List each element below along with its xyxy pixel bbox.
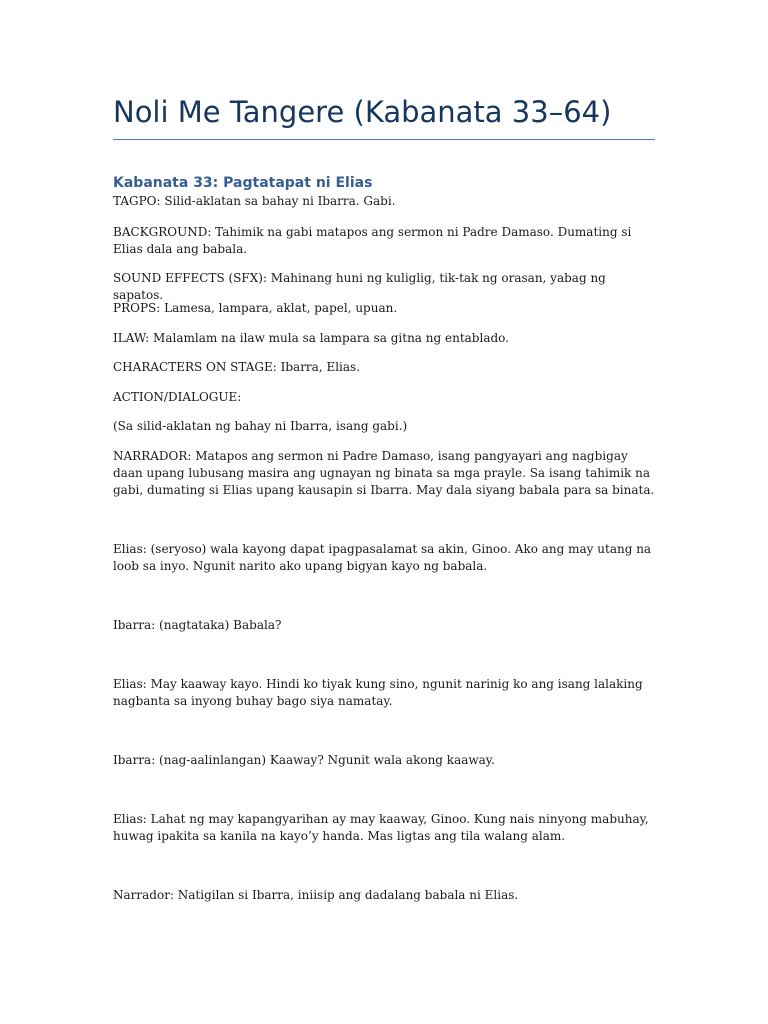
sound-effects-note: SOUND EFFECTS (SFX): Mahinang huni ng kuliglig, tik-tak ng orasan, yabag ng sapatos. bbox=[113, 271, 606, 302]
dialogue-line: Elias: May kaaway kayo. Hindi ko tiyak kung sino, ngunit narinig ko ang isang lalaking nagbanta sa inyong buhay bago siya namatay. bbox=[113, 677, 643, 708]
stage-direction: (Sa silid-aklatan ng bahay ni Ibarra, isang gabi.) bbox=[113, 419, 408, 433]
action-dialogue-label: ACTION/DIALOGUE: bbox=[113, 390, 242, 404]
dialogue-line: Ibarra: (nagtataka) Babala? bbox=[113, 618, 282, 632]
dialogue-line: Ibarra: (nag-aalinlangan) Kaaway? Ngunit wala akong kaaway. bbox=[113, 753, 495, 767]
dialogue-line: Elias: (seryoso) wala kayong dapat ipagpasalamat sa akin, Ginoo. Ako ang may utang na loob sa inyo. Ngunit narito ako upang bigyan kayo ng babala. bbox=[113, 542, 652, 573]
title-underline bbox=[113, 139, 655, 140]
props-note: PROPS: Lamesa, lampara, aklat, papel, upuan. bbox=[113, 301, 398, 315]
dialogue-line: Elias: Lahat ng may kapangyarihan ay may kaaway, Ginoo. Kung nais ninyong mabuhay, huwag ipakita sa kanila na kayo’y handa. Mas ligtas ang tila walang alam. bbox=[113, 812, 649, 843]
background-note: BACKGROUND: Tahimik na gabi matapos ang sermon ni Padre Damaso. Dumating si Elias dala ang babala. bbox=[113, 225, 632, 256]
scene-setting: TAGPO: Silid-aklatan sa bahay ni Ibarra. Gabi. bbox=[113, 194, 396, 208]
characters-note: CHARACTERS ON STAGE: Ibarra, Elias. bbox=[113, 360, 361, 374]
narrator-line: NARRADOR: Matapos ang sermon ni Padre Damaso, isang pangyayari ang nagbigay daan upang lubusang masira ang ugnayan ng binata sa mga prayle. Sa isang tahimik na gabi, dumating si Elias upang kausapin si Ibarra. May dala siyang babala para sa binata. bbox=[113, 449, 655, 497]
document-title: Noli Me Tangere (Kabanata 33–64) bbox=[113, 95, 612, 129]
lighting-note: ILAW: Malamlam na ilaw mula sa lampara sa gitna ng entablado. bbox=[113, 331, 509, 345]
narrator-line: Narrador: Natigilan si Ibarra, iniisip ang dadalang babala ni Elias. bbox=[113, 888, 519, 902]
chapter-heading: Kabanata 33: Pagtatapat ni Elias bbox=[113, 175, 373, 191]
